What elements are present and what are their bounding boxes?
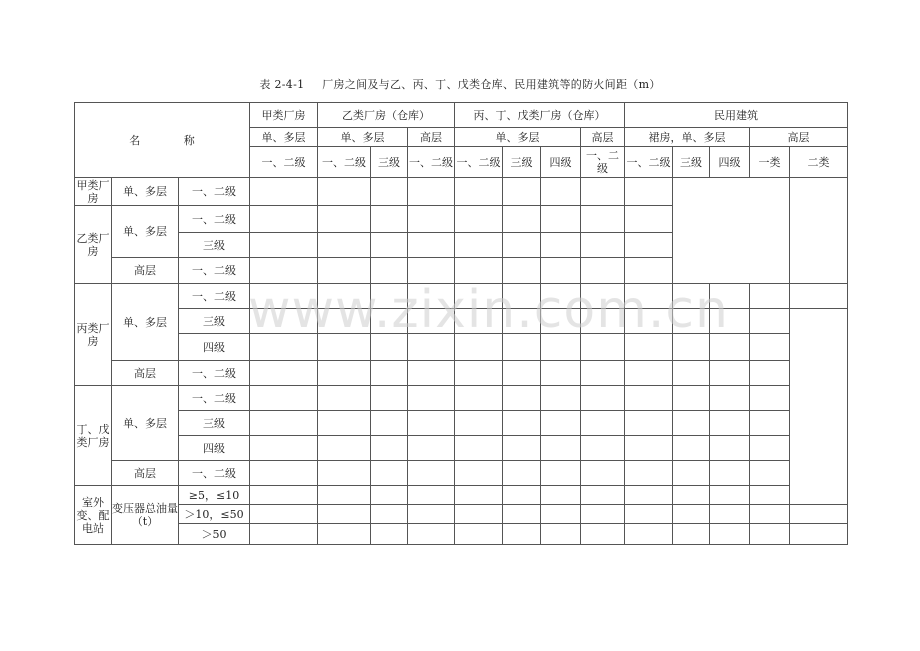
cell — [371, 505, 408, 524]
row-label-yi: 乙类厂房 — [75, 206, 112, 284]
cell — [625, 411, 673, 436]
cell — [318, 411, 371, 436]
cell — [318, 505, 371, 524]
cell — [750, 461, 790, 486]
cell — [710, 524, 750, 545]
cell — [408, 505, 455, 524]
table-title: 厂房之间及与乙、丙、丁、戊类仓库、民用建筑等的防火间距（m） — [322, 78, 661, 91]
cell — [503, 486, 541, 505]
cell — [371, 178, 408, 206]
row-sub-station: 变压器总油量（t） — [112, 486, 179, 545]
row-grade-yi: 三级 — [179, 233, 250, 258]
cell — [503, 411, 541, 436]
header-jia-single: 单、多层 — [250, 128, 318, 147]
cell — [790, 524, 848, 545]
cell — [250, 524, 318, 545]
cell — [710, 505, 750, 524]
cell — [318, 178, 371, 206]
cell — [408, 258, 455, 284]
cell — [541, 334, 581, 361]
cell — [673, 524, 710, 545]
cell — [371, 386, 408, 411]
cell — [318, 233, 371, 258]
cell — [581, 486, 625, 505]
cell — [581, 309, 625, 334]
cell — [625, 178, 673, 206]
cell — [625, 524, 673, 545]
header-group-civil: 民用建筑 — [625, 103, 848, 128]
cell — [625, 361, 673, 386]
cell — [581, 284, 625, 309]
cell — [581, 461, 625, 486]
header-group-yi: 乙类厂房（仓库） — [318, 103, 455, 128]
cell — [750, 411, 790, 436]
cell — [408, 334, 455, 361]
header-grade: 二类 — [790, 147, 848, 178]
cell — [673, 284, 710, 309]
cell — [408, 486, 455, 505]
table-number: 表 2-4-1 — [259, 78, 305, 91]
header-yi-high: 高层 — [408, 128, 455, 147]
row-grade-yi: 一、二级 — [179, 206, 250, 233]
cell — [710, 411, 750, 436]
cell — [673, 361, 710, 386]
cell — [455, 461, 503, 486]
row-high-yi: 高层 — [112, 258, 179, 284]
cell — [625, 284, 673, 309]
cell — [750, 486, 790, 505]
cell — [581, 386, 625, 411]
cell — [371, 486, 408, 505]
cell — [581, 411, 625, 436]
row-grade-bing-high: 一、二级 — [179, 361, 250, 386]
cell — [503, 178, 541, 206]
header-civil-podium: 裙房，单、多层 — [625, 128, 750, 147]
row-grade-bing: 一、二级 — [179, 284, 250, 309]
cell — [318, 206, 371, 233]
cell — [455, 233, 503, 258]
cell — [408, 309, 455, 334]
header-yi-single: 单、多层 — [318, 128, 408, 147]
cell — [750, 284, 790, 309]
cell — [250, 334, 318, 361]
row-sub-ding: 单、多层 — [112, 386, 179, 461]
cell — [455, 258, 503, 284]
cell — [503, 206, 541, 233]
cell — [250, 258, 318, 284]
row-label-bing: 丙类厂房 — [75, 284, 112, 386]
header-grade: 一类 — [750, 147, 790, 178]
row-grade-ding: 一、二级 — [179, 386, 250, 411]
cell — [455, 436, 503, 461]
cell — [541, 309, 581, 334]
cell — [250, 206, 318, 233]
row-high-bing: 高层 — [112, 361, 179, 386]
cell — [250, 386, 318, 411]
cell — [455, 334, 503, 361]
cell — [371, 461, 408, 486]
row-grade-jia: 一、二级 — [179, 178, 250, 206]
cell — [673, 411, 710, 436]
cell — [318, 284, 371, 309]
cell — [541, 436, 581, 461]
cell — [710, 309, 750, 334]
cell — [455, 284, 503, 309]
cell — [750, 386, 790, 411]
cell — [790, 284, 848, 309]
cell — [408, 284, 455, 309]
cell — [318, 461, 371, 486]
row-range-station: ≥5，≤10 — [179, 486, 250, 505]
header-grade: 三级 — [371, 147, 408, 178]
cell — [318, 258, 371, 284]
cell — [710, 361, 750, 386]
cell — [710, 461, 750, 486]
cell — [581, 361, 625, 386]
cell — [318, 486, 371, 505]
cell — [625, 309, 673, 334]
cell — [455, 206, 503, 233]
cell — [790, 505, 848, 524]
cell — [455, 361, 503, 386]
cell — [625, 505, 673, 524]
cell — [503, 233, 541, 258]
cell — [250, 436, 318, 461]
cell — [455, 486, 503, 505]
header-grade: 一、二级 — [318, 147, 371, 178]
header-grade: 四级 — [710, 147, 750, 178]
cell — [503, 524, 541, 545]
cell — [318, 334, 371, 361]
cell — [408, 233, 455, 258]
header-corner: 名 称 — [75, 103, 250, 178]
cell — [541, 411, 581, 436]
cell — [750, 309, 790, 334]
cell — [581, 233, 625, 258]
row-label-ding: 丁、戊类厂房 — [75, 386, 112, 486]
cell — [455, 386, 503, 411]
cell — [710, 486, 750, 505]
cell — [625, 233, 673, 258]
cell — [371, 334, 408, 361]
cell — [541, 505, 581, 524]
cell — [455, 505, 503, 524]
cell — [541, 206, 581, 233]
header-grade: 一、二级 — [581, 147, 625, 178]
cell — [541, 233, 581, 258]
cell — [371, 361, 408, 386]
cell — [503, 309, 541, 334]
fire-distance-table — [74, 102, 848, 545]
header-grade: 一、二级 — [408, 147, 455, 178]
header-grade: 一、二级 — [250, 147, 318, 178]
row-label-station: 室外变、配电站 — [75, 486, 112, 545]
row-high-ding: 高层 — [112, 461, 179, 486]
row-sub-bing: 单、多层 — [112, 284, 179, 361]
cell — [541, 386, 581, 411]
cell — [541, 258, 581, 284]
cell — [371, 524, 408, 545]
header-bing-high: 高层 — [581, 128, 625, 147]
cell — [408, 178, 455, 206]
cell — [581, 206, 625, 233]
cell — [750, 436, 790, 461]
cell — [710, 386, 750, 411]
cell — [625, 436, 673, 461]
cell — [250, 284, 318, 309]
cell — [371, 258, 408, 284]
cell — [581, 178, 625, 206]
cell — [371, 284, 408, 309]
cell — [750, 361, 790, 386]
cell — [541, 524, 581, 545]
cell — [250, 233, 318, 258]
cell — [581, 258, 625, 284]
header-grade: 一、二级 — [625, 147, 673, 178]
cell — [625, 258, 673, 284]
cell — [581, 524, 625, 545]
cell — [750, 524, 790, 545]
row-grade-yi-high: 一、二级 — [179, 258, 250, 284]
cell — [318, 309, 371, 334]
cell — [408, 386, 455, 411]
cell — [250, 361, 318, 386]
cell — [408, 524, 455, 545]
header-grade: 三级 — [673, 147, 710, 178]
cell — [673, 386, 710, 411]
cell — [250, 411, 318, 436]
row-grade-bing: 四级 — [179, 334, 250, 361]
cell — [455, 411, 503, 436]
header-grade: 一、二级 — [455, 147, 503, 178]
cell — [581, 436, 625, 461]
cell — [318, 524, 371, 545]
cell — [371, 411, 408, 436]
cell — [503, 334, 541, 361]
cell — [625, 461, 673, 486]
cell — [503, 505, 541, 524]
cell — [673, 436, 710, 461]
cell — [408, 461, 455, 486]
cell — [503, 361, 541, 386]
row-label-jia: 甲类厂房 — [76, 178, 110, 205]
cell — [250, 505, 318, 524]
table-caption — [0, 76, 920, 92]
cell — [625, 334, 673, 361]
row-range-station: ＞50 — [179, 524, 250, 545]
cell — [541, 461, 581, 486]
header-civil-high: 高层 — [750, 128, 848, 147]
cell — [318, 436, 371, 461]
header-grade: 四级 — [541, 147, 581, 178]
cell — [250, 461, 318, 486]
cell — [371, 206, 408, 233]
civil-podium-blank — [673, 178, 790, 284]
watermark-text: www.zixin.com.cn — [248, 280, 729, 340]
header-group-jia: 甲类厂房 — [250, 103, 318, 128]
cell — [673, 505, 710, 524]
header-group-bing: 丙、丁、戊类厂房（仓库） — [455, 103, 625, 128]
cell — [503, 258, 541, 284]
cell — [541, 178, 581, 206]
cell — [710, 284, 750, 309]
cell — [503, 436, 541, 461]
cell — [455, 178, 503, 206]
cell — [503, 461, 541, 486]
cell — [371, 309, 408, 334]
civil-high-blank — [790, 178, 848, 284]
row-sub-jia: 单、多层 — [112, 178, 179, 206]
cell — [503, 284, 541, 309]
cell — [408, 361, 455, 386]
row-range-station: ＞10，≤50 — [179, 505, 250, 524]
cell — [408, 411, 455, 436]
cell — [710, 334, 750, 361]
cell — [541, 284, 581, 309]
cell — [408, 436, 455, 461]
cell — [581, 505, 625, 524]
cell — [250, 309, 318, 334]
header-grade: 三级 — [503, 147, 541, 178]
cell — [625, 486, 673, 505]
cell — [625, 386, 673, 411]
cell — [673, 486, 710, 505]
row-grade-ding-high: 一、二级 — [179, 461, 250, 486]
cell — [371, 233, 408, 258]
row-grade-ding: 四级 — [179, 436, 250, 461]
cell — [710, 436, 750, 461]
cell — [408, 206, 455, 233]
cell — [673, 461, 710, 486]
cell — [455, 524, 503, 545]
cell — [371, 436, 408, 461]
cell — [750, 334, 790, 361]
cell — [318, 361, 371, 386]
cell — [541, 361, 581, 386]
row-grade-ding: 三级 — [179, 411, 250, 436]
civil-class1-blank — [790, 309, 848, 505]
cell — [503, 386, 541, 411]
cell — [673, 309, 710, 334]
header-bing-single: 单、多层 — [455, 128, 581, 147]
cell — [250, 178, 318, 206]
cell — [581, 334, 625, 361]
cell — [750, 505, 790, 524]
cell — [318, 386, 371, 411]
row-grade-bing: 三级 — [179, 309, 250, 334]
cell — [625, 206, 673, 233]
cell — [455, 309, 503, 334]
cell — [673, 334, 710, 361]
row-sub-yi: 单、多层 — [112, 206, 179, 258]
cell — [250, 486, 318, 505]
cell — [541, 486, 581, 505]
